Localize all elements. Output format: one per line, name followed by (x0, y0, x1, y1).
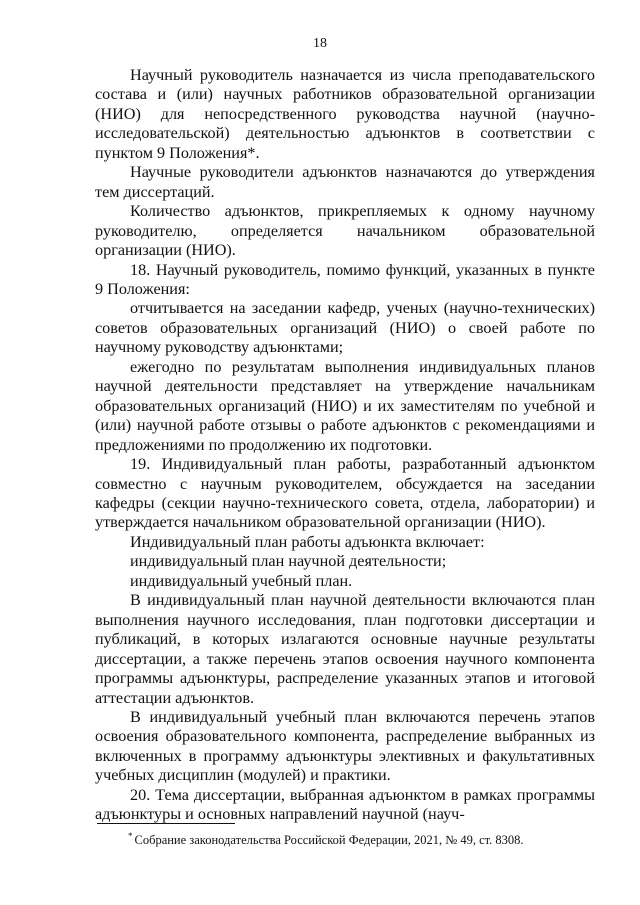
footnote-marker: * (128, 831, 133, 841)
paragraph-5: отчитывается на заседании кафедр, ученых (научно-технических) советов образовательных организаций (НИО) о своей работе по научному руководству адъюнктами; (95, 299, 595, 357)
paragraph-4: 18. Научный руководитель, помимо функций, указанных в пункте 9 Положения: (95, 260, 595, 298)
footnote-divider (97, 823, 235, 824)
paragraph-1: Научный руководитель назначается из числа преподавательского состава и (или) научных работников образовательной организации (НИО) для непосредственного руководства научной (научно-исследовательской) деятельностью адъюнктов в соответствии с пунктом 9 Положения*. (95, 66, 595, 162)
body-text (95, 66, 595, 825)
paragraph-6: ежегодно по результатам выполнения индивидуальных планов научной деятельности представляет на утверждение начальникам образовательных организаций (НИО) и их заместителям по учебной и (или) научной работе отзывы о работе адъюнктов с рекомендациями и предложениями по продолжению их подготовки. (95, 357, 595, 454)
paragraph-7: 19. Индивидуальный план работы, разработанный адъюнктом совместно с научным руководителем, обсуждается на заседании кафедры (секции научно-технического совета, отдела, лаборатории) и утверждается начальником образовательной организации (НИО). (95, 455, 595, 532)
paragraph-12: В индивидуальный учебный план включаются перечень этапов освоения образовательного компонента, распределение выбранных из включенных в программу адъюнктуры элективных и факультативных учебных дисциплин (модулей) и практики. (95, 707, 595, 785)
paragraph-9: индивидуальный план научной деятельности; (130, 552, 447, 571)
paragraph-2: Научные руководители адъюнктов назначаются до утверждения тем диссертаций. (95, 163, 595, 201)
page-number: 18 (313, 36, 327, 51)
paragraph-10: индивидуальный учебный план. (130, 571, 353, 590)
footnote (128, 829, 524, 848)
footnote-text: Собрание законодательства Российской Федерации, 2021, № 49, ст. 8308. (134, 833, 524, 848)
paragraph-3: Количество адъюнктов, прикрепляемых к одному научному руководителю, определяется начальником образовательной организации (НИО). (95, 202, 595, 260)
paragraph-8: Индивидуальный план работы адъюнкта включает: (130, 532, 485, 551)
paragraph-13: 20. Тема диссертации, выбранная адъюнктом в рамках программы адъюнктуры и основных направлений научной (науч- (95, 785, 595, 824)
paragraph-11: В индивидуальный план научной деятельности включаются план выполнения научного исследования, план подготовки диссертации и публикаций, в которых излагаются основные научные результаты диссертации, а также перечень этапов освоения научного компонента программы адъюнктуры, распределение указанных этапов и итоговой аттестации адъюнктов. (95, 591, 595, 707)
